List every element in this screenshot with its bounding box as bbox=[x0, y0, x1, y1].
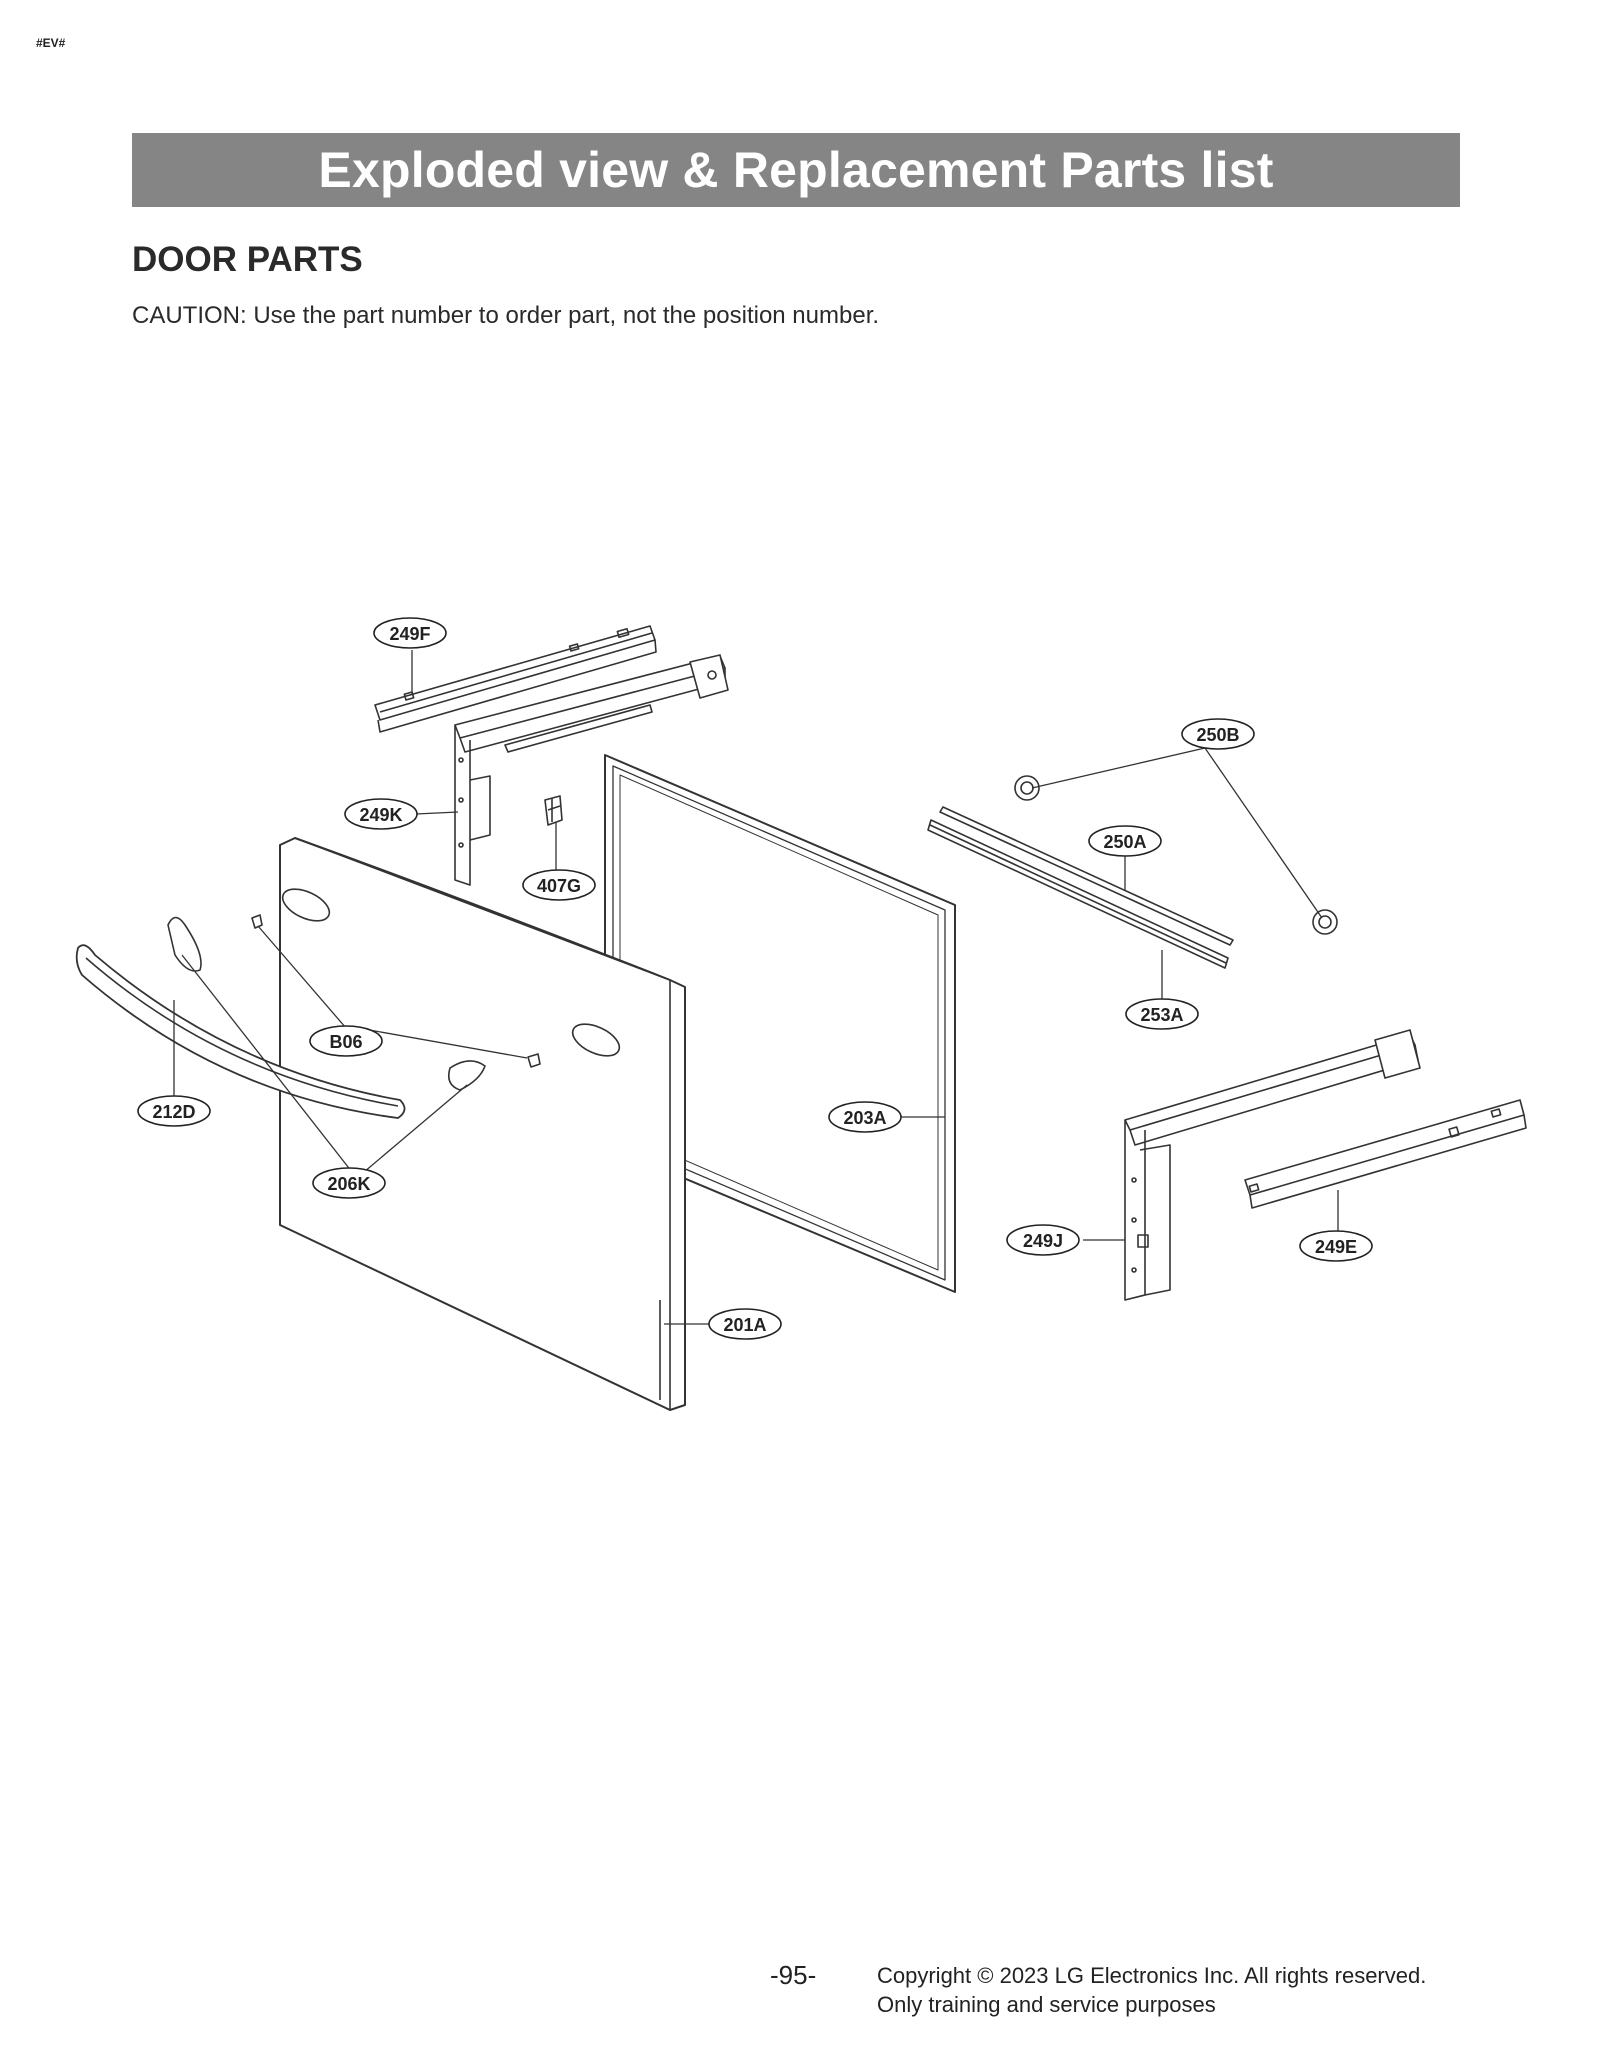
clip-407g bbox=[545, 796, 562, 825]
gear-250b bbox=[1015, 776, 1337, 934]
svg-text:249F: 249F bbox=[389, 624, 431, 644]
page-number: -95- bbox=[770, 1960, 817, 1990]
svg-text:249K: 249K bbox=[359, 805, 403, 825]
callout-212d bbox=[138, 1096, 210, 1126]
svg-text:212D: 212D bbox=[152, 1102, 196, 1122]
copyright-notice bbox=[877, 1961, 1426, 2019]
svg-text:B06: B06 bbox=[329, 1032, 363, 1052]
section-title: DOOR PARTS bbox=[132, 240, 363, 279]
svg-text:206K: 206K bbox=[327, 1174, 371, 1194]
callout-250a bbox=[1089, 826, 1161, 856]
svg-text:250A: 250A bbox=[1103, 832, 1147, 852]
sync-bar-253a bbox=[928, 820, 1228, 968]
callout-253a bbox=[1126, 999, 1198, 1029]
caution-note: CAUTION: Use the part number to order part, not the position number. bbox=[132, 302, 880, 329]
callout-407g bbox=[523, 870, 595, 900]
svg-text:249E: 249E bbox=[1314, 1237, 1358, 1257]
callout-206k bbox=[313, 1168, 385, 1198]
svg-text:253A: 253A bbox=[1140, 1005, 1184, 1025]
slide-rail-249e bbox=[1245, 1100, 1526, 1208]
svg-text:249J: 249J bbox=[1022, 1231, 1064, 1251]
svg-text:407G: 407G bbox=[536, 876, 582, 896]
callout-201a bbox=[709, 1309, 781, 1339]
svg-text:201A: 201A bbox=[723, 1315, 767, 1335]
usage-note: Only training and service purposes bbox=[877, 1992, 1216, 2017]
svg-text:250B: 250B bbox=[1196, 725, 1240, 745]
svg-text:203A: 203A bbox=[843, 1108, 887, 1128]
page-title: Exploded view & Replacement Parts list bbox=[318, 142, 1274, 198]
callout-250b bbox=[1182, 719, 1254, 749]
frame-bracket-249j bbox=[1125, 1030, 1420, 1300]
callout-249f bbox=[374, 618, 446, 648]
callout-249e bbox=[1300, 1231, 1372, 1261]
callout-b06 bbox=[310, 1026, 382, 1056]
callout-249j bbox=[1007, 1225, 1079, 1255]
callout-249k bbox=[345, 799, 417, 829]
document-tag: #EV# bbox=[36, 36, 66, 50]
sync-bar-250a bbox=[940, 807, 1233, 945]
copyright-line: Copyright © 2023 LG Electronics Inc. All rights reserved. bbox=[877, 1963, 1427, 1988]
callout-203a bbox=[829, 1102, 901, 1132]
